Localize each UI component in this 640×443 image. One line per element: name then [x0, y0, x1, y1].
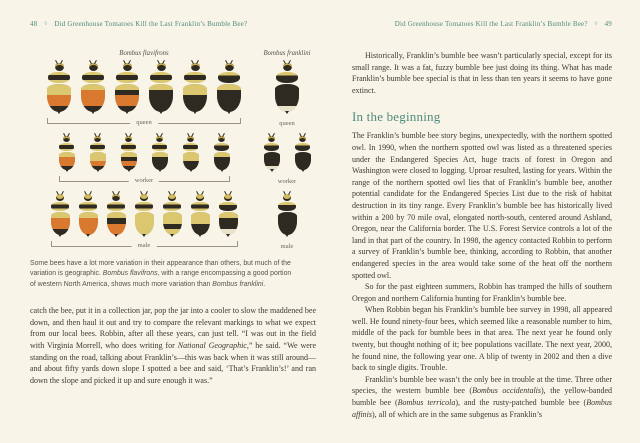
bee-stripe [183, 106, 207, 112]
bee-head [89, 63, 98, 71]
bee-abdomen [219, 212, 238, 235]
left-page-number: 48 [30, 20, 38, 28]
bee-figure-rows [30, 63, 316, 250]
bee-thorax [107, 202, 125, 211]
caste-bracket-label: male [132, 242, 157, 249]
bee-stripe [135, 229, 154, 235]
bee-illustration [59, 136, 75, 172]
bee-strip [59, 136, 230, 172]
bee-head [299, 136, 306, 142]
species-label-row [30, 50, 316, 63]
bee-stripe [214, 166, 230, 171]
bee-head [196, 194, 204, 201]
bee-abdomen [90, 152, 106, 170]
bee-stripe [47, 106, 71, 112]
bee-abdomen [152, 152, 168, 170]
bee-head [225, 63, 234, 71]
bee-thorax [48, 72, 70, 83]
bee-head [283, 63, 292, 71]
bee-head [268, 136, 275, 142]
bee-illustration [219, 194, 238, 237]
bee-abdomen [149, 84, 173, 112]
bee-thorax [163, 202, 181, 211]
bee-group-flavifrons [36, 63, 252, 124]
caste-label: worker [277, 178, 297, 185]
bee-head [283, 194, 291, 201]
bee-stripe [90, 166, 106, 171]
bee-illustration [278, 194, 297, 237]
species-label-franklini: Bombus franklini [263, 50, 311, 57]
bee-head [55, 63, 64, 71]
bee-head [157, 63, 166, 71]
bee-abdomen [107, 212, 126, 235]
bee-head [94, 136, 101, 142]
caste-bracket-label: queen [130, 119, 158, 126]
bee-group-wrap [51, 194, 238, 247]
section-heading: In the beginning [352, 109, 441, 125]
paragraph-eighteen-summers: So for the past eighteen summers, Robbin has tramped the hills of southern Oregon and northern California hunting for Franklin’s bumble bee. [352, 282, 612, 303]
left-page [30, 20, 316, 386]
bee-abdomen [183, 152, 199, 170]
bee-abdomen [295, 152, 311, 170]
bee-group-franklini [258, 136, 316, 185]
bee-row-male [30, 194, 316, 250]
caste-bracket [59, 176, 230, 182]
bee-abdomen [217, 84, 241, 112]
bee-group-flavifrons [36, 136, 252, 182]
bee-illustration [217, 63, 241, 114]
bee-abdomen [183, 84, 207, 112]
bee-head [156, 136, 163, 142]
bee-stripe [79, 229, 98, 235]
bee-thorax [276, 72, 298, 83]
bee-strip [278, 194, 297, 237]
bee-abdomen [121, 152, 137, 170]
bee-illustration [295, 136, 311, 172]
caste-bracket-label: worker [129, 177, 159, 184]
bee-head [187, 136, 194, 142]
bee-abdomen [275, 84, 299, 112]
bee-thorax [150, 72, 172, 83]
bee-head [191, 63, 200, 71]
bee-illustration [115, 63, 139, 114]
bee-illustration [163, 194, 182, 237]
caste-label: queen [279, 120, 295, 127]
paragraph-survey-1998: When Robbin began his Franklin’s bumble bee survey in 1998, all appeared well. He found ninety-four bees, which seemed like a reasonable number to him, middle of the pack for bumble bees in that area. The next year he found only twenty, but thought nothing of it; bee populations vacillate. The next year, 2000, he found nine, the following year one. A blip of twenty in 2002 and then a dive back to single digits. Trouble. [352, 305, 612, 373]
bee-illustration [90, 136, 106, 172]
bee-thorax [82, 72, 104, 83]
header-ornament-icon: ◊ [44, 21, 48, 27]
bee-strip [51, 194, 238, 237]
bee-group-franklini [258, 194, 316, 250]
bee-abdomen [47, 84, 71, 112]
bee-abdomen [191, 212, 210, 235]
figure-caption: Some bees have a lot more variation in their appearance than others, but much of the variation is geographic. Bombus flavifrons, with a range encompassing a good portion of western North America, shows much more variation than Bombus franklini. [30, 260, 292, 288]
bee-illustration [264, 136, 280, 172]
bee-illustration [121, 136, 137, 172]
caste-bracket [51, 241, 238, 247]
bee-thorax [219, 202, 237, 211]
bee-group-franklini [258, 63, 316, 127]
bee-abdomen [79, 212, 98, 235]
left-running-head [30, 20, 316, 28]
bee-stripe [278, 229, 297, 235]
bee-illustration [107, 194, 126, 237]
left-body-text: catch the bee, put it in a collection jar, pop the jar into a cooler to slow the maddened bee down, and then haul it out and try to compare the relevant markings to what we expect from our local bees. Robbin, after all these years, can just tell. “I was out in the field with Virginia Morrell, who does writing for National Geographic,” he said. “We were standing on the road, talking about Franklin’s—this was back when it was still around—and about fifty yards down slope I spotted a bee and said, ‘That’s Franklin’s!’ and ran down the slope and picked it up and sure enough it was.” [30, 306, 317, 385]
bee-abdomen [214, 152, 230, 170]
bee-stripe [191, 229, 210, 235]
bee-head [56, 194, 64, 201]
header-ornament-icon: ◊ [594, 21, 598, 27]
bee-thorax [121, 143, 136, 151]
bee-head [140, 194, 148, 201]
bee-illustration [152, 136, 168, 172]
bee-thorax [79, 202, 97, 211]
bee-abdomen [278, 212, 297, 235]
species-label-flavifrons: Bombus flavifrons [119, 50, 169, 57]
bee-illustration [135, 194, 154, 237]
bee-abdomen [59, 152, 75, 170]
bee-thorax [191, 202, 209, 211]
bee-thorax [90, 143, 105, 151]
bee-head [112, 194, 120, 201]
bee-group-flavifrons [36, 194, 252, 247]
bee-abdomen [51, 212, 70, 235]
bee-illustration [183, 63, 207, 114]
bee-illustration [183, 136, 199, 172]
bee-abdomen [163, 212, 182, 235]
bee-thorax [59, 143, 74, 151]
bee-head [63, 136, 70, 142]
bee-stripe [59, 166, 75, 171]
bee-thorax [116, 72, 138, 83]
bee-strip [264, 136, 311, 172]
bee-thorax [184, 72, 206, 83]
bee-head [123, 63, 132, 71]
bee-illustration [214, 136, 230, 172]
bee-stripe [217, 106, 241, 112]
bee-stripe [115, 106, 139, 112]
bee-thorax [152, 143, 167, 151]
bee-illustration [81, 63, 105, 114]
bee-abdomen [264, 152, 280, 170]
bee-head [224, 194, 232, 201]
bee-strip [47, 63, 241, 114]
right-page [352, 20, 612, 420]
caste-bracket [47, 118, 241, 124]
bee-stripe [107, 229, 126, 235]
bee-stripe [219, 229, 238, 235]
bee-thorax [278, 202, 296, 211]
bee-stripe [183, 166, 199, 171]
paragraph-story-begins: The Franklin’s bumble bee story begins, unexpectedly, with the northern spotted owl. In 1990, when the northern spotted owl was listed as a threatened species under the Endangered Species Act, huge tracts of forest in Oregon and Washington were closed to logging. Uproar resulted, lasting for years. Within the range of the northern spotted owl lies that of Franklin’s bumble bee, another potential candidate for the Endangered Species List due to the risk of habitat destruction in its tiny range. Every Franklin’s bumble bee has historically lived within a 200 by 70 mile oval, elongated north-south, centered around Ashland, Oregon, near the California border. The U.S. Forest Service controls a lot of the land in that part of the country. In 1998, the agency contacted Robbin to perform a survey of Franklin’s bumble bee, thinking, according to Robbin, that another endangered species in the area would take some of the heat off the northern spotted owl. [352, 131, 612, 280]
bee-thorax [183, 143, 198, 151]
bee-strip [275, 63, 299, 114]
bee-thorax [264, 143, 279, 151]
bee-thorax [218, 72, 240, 83]
bee-stripe [152, 166, 168, 171]
bee-stripe [163, 229, 182, 235]
bee-abdomen [135, 212, 154, 235]
bee-illustration [51, 194, 70, 237]
bee-illustration [47, 63, 71, 114]
bee-abdomen [115, 84, 139, 112]
bee-abdomen [81, 84, 105, 112]
bee-illustration [149, 63, 173, 114]
bee-group-wrap [59, 136, 230, 182]
bee-thorax [51, 202, 69, 211]
left-running-title: Did Greenhouse Tomatoes Kill the Last Franklin’s Bumble Bee? [54, 20, 248, 28]
bee-row-queen [30, 63, 316, 127]
right-page-number: 49 [604, 20, 612, 28]
paragraph-historically: Historically, Franklin’s bumble bee wasn’t particularly special, except for its small range. It was a fat, fuzzy bumble bee just doing its thing. What has made Franklin’s bumble bee special is that in less than ten years it seems to have gone extinct. [352, 51, 612, 95]
bee-head [125, 136, 132, 142]
paragraph-other-species: Franklin’s bumble bee wasn’t the only bee in trouble at the time. Three other species, the western bumble bee (Bombus occidentalis), the yellow-banded bumble bee (Bombus terricola), and the rusty-patched bumble bee (Bombus affinis), all of which are in the same subgenus as Franklin’s [352, 374, 613, 419]
bee-thorax [295, 143, 310, 151]
bee-illustration [275, 63, 299, 114]
bee-illustration [79, 194, 98, 237]
bee-stripe [295, 166, 311, 171]
caste-label: male [280, 243, 294, 250]
bee-head [84, 194, 92, 201]
bee-head [168, 194, 176, 201]
bee-stripe [149, 106, 173, 112]
bee-row-worker [30, 136, 316, 185]
bee-head [218, 136, 225, 142]
bee-stripe [275, 106, 299, 112]
bee-figure [30, 50, 316, 250]
bee-illustration [191, 194, 210, 237]
right-running-head [352, 20, 612, 28]
right-running-title: Did Greenhouse Tomatoes Kill the Last Franklin’s Bumble Bee? [394, 20, 588, 28]
bee-thorax [214, 143, 229, 151]
bee-stripe [81, 106, 105, 112]
bee-group-wrap [47, 63, 241, 124]
bee-stripe [121, 166, 137, 171]
bee-stripe [51, 229, 70, 235]
bee-stripe [264, 166, 280, 171]
bee-thorax [135, 202, 153, 211]
